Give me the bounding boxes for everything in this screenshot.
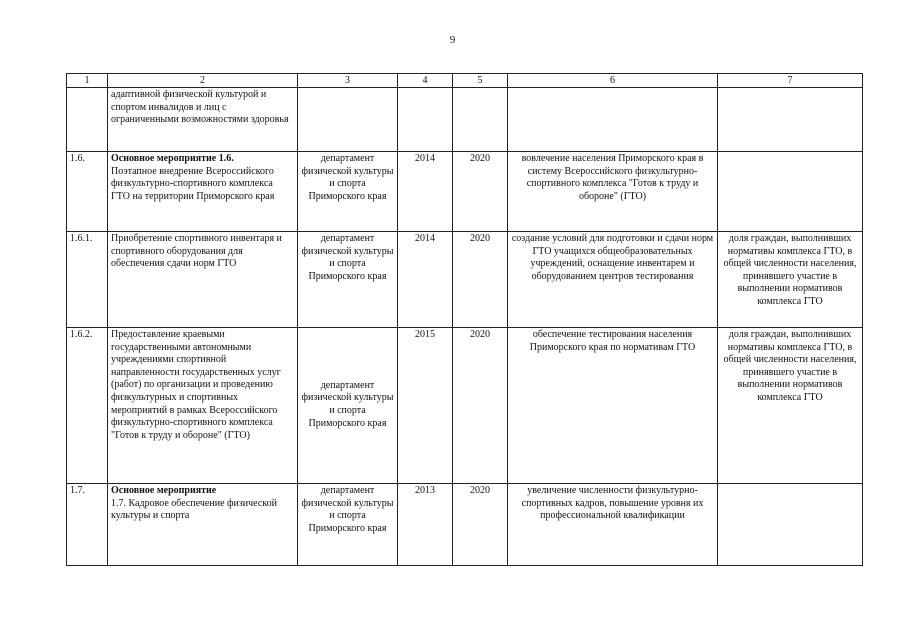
row-name [108, 328, 298, 484]
row-result: обеспечение тестирования населения Приморского края по нормативам ГТО [508, 328, 718, 484]
row-name-text: адаптивной физической культурой и спортом инвалидов и лиц с ограниченными возможностями здоровья [111, 89, 289, 126]
table-row [67, 152, 863, 232]
row-number: 1.6.2. [67, 328, 108, 484]
header-col-3: 3 [298, 74, 398, 88]
row-executor: департамент физической культуры и спорта Приморского края [298, 328, 398, 484]
row-result: увеличение численности физкультурно-спортивных кадров, повышение уровня их профессиональной квалификации [508, 484, 718, 566]
table-row [67, 484, 863, 566]
table-row [67, 88, 863, 152]
row-start-year: 2013 [398, 484, 453, 566]
header-col-1: 1 [67, 74, 108, 88]
row-result: создание условий для подготовки и сдачи норм ГТО учащихся общеобразовательных учреждений, оснащение инвентарем и оборудованием центров тестирования [508, 232, 718, 328]
row-number [67, 88, 108, 152]
row-name [108, 232, 298, 328]
row-name [108, 152, 298, 232]
row-start-year: 2014 [398, 232, 453, 328]
row-end-year: 2020 [453, 152, 508, 232]
row-result: вовлечение населения Приморского края в систему Всероссийского физкультурно-спортивного комплекса "Готов к труду и обороне" (ГТО) [508, 152, 718, 232]
row-indicator: доля граждан, выполнивших нормативы комплекса ГТО, в общей численности населения, принявшего участие в выполнении нормативов комплекса ГТО [718, 328, 863, 484]
program-activities-table [66, 73, 863, 566]
row-executor [298, 88, 398, 152]
row-number: 1.6.1. [67, 232, 108, 328]
row-end-year [453, 88, 508, 152]
row-name-text: Поэтапное внедрение Всероссийского физкультурно-спортивного комплекса ГТО на территории Приморского края [111, 165, 275, 202]
header-row [67, 74, 863, 88]
row-title: Основное мероприятие 1.6. [111, 153, 234, 164]
row-end-year: 2020 [453, 484, 508, 566]
row-number: 1.7. [67, 484, 108, 566]
header-col-7: 7 [718, 74, 863, 88]
row-indicator [718, 152, 863, 232]
row-name-text: Предоставление краевыми государственными автономными учреждениями спортивной направленности государственных услуг (работ) по организации и проведению физкультурных и спортивных мероприятий в рамках Всероссийского физкультурно-спортивного комплекса "Готов к труду и обороне" (ГТО) [111, 329, 281, 441]
row-indicator [718, 88, 863, 152]
row-start-year: 2014 [398, 152, 453, 232]
row-number: 1.6. [67, 152, 108, 232]
header-col-2: 2 [108, 74, 298, 88]
row-end-year: 2020 [453, 328, 508, 484]
row-name [108, 484, 298, 566]
header-col-6: 6 [508, 74, 718, 88]
row-executor: департамент физической культуры и спорта Приморского края [298, 484, 398, 566]
table-row [67, 328, 863, 484]
row-indicator: доля граждан, выполнивших нормативы комплекса ГТО, в общей численности населения, принявшего участие в выполнении нормативов комплекса ГТО [718, 232, 863, 328]
row-end-year: 2020 [453, 232, 508, 328]
row-start-year [398, 88, 453, 152]
row-executor: департамент физической культуры и спорта Приморского края [298, 232, 398, 328]
table-row [67, 232, 863, 328]
header-col-4: 4 [398, 74, 453, 88]
row-start-year: 2015 [398, 328, 453, 484]
row-indicator [718, 484, 863, 566]
header-col-5: 5 [453, 74, 508, 88]
row-result [508, 88, 718, 152]
row-title: Основное мероприятие [111, 485, 217, 496]
row-name-text: Приобретение спортивного инвентаря и спортивного оборудования для обеспечения сдачи норм ГТО [111, 233, 282, 270]
page-number: 9 [449, 34, 456, 46]
row-name [108, 88, 298, 152]
row-executor: департамент физической культуры и спорта Приморского края [298, 152, 398, 232]
row-name-text: 1.7. Кадровое обеспечение физической культуры и спорта [111, 497, 278, 522]
